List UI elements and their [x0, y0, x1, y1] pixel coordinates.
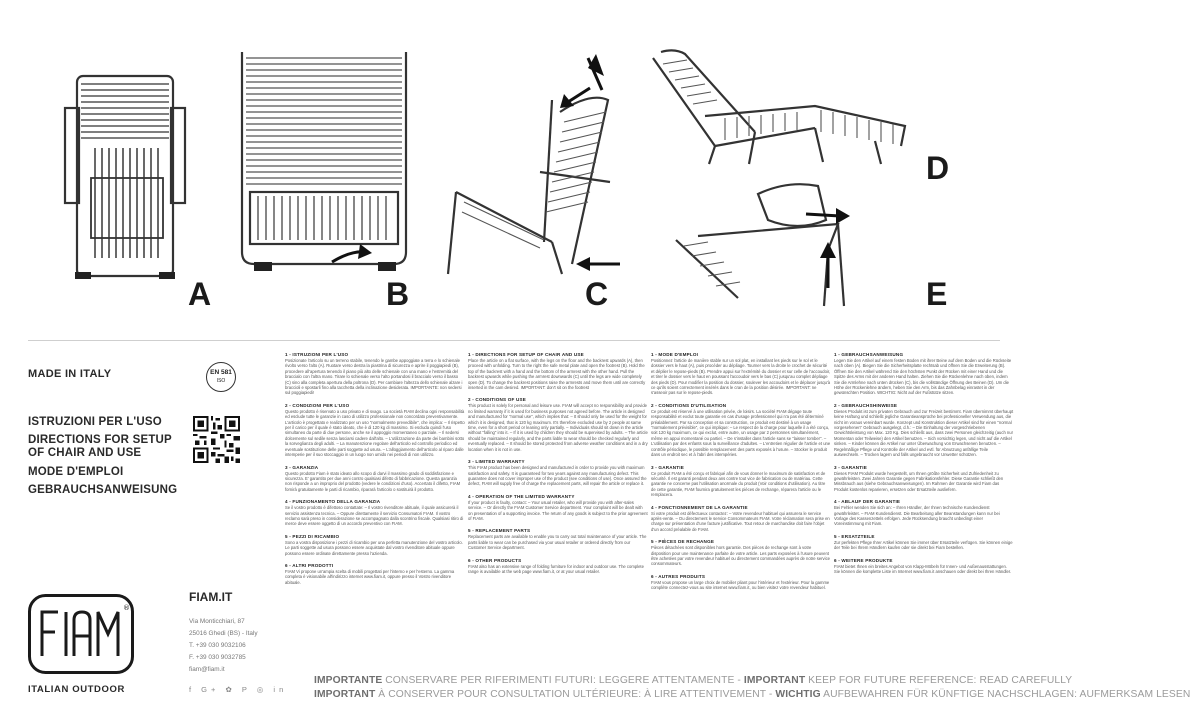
notice-it-keyword: IMPORTANTE — [314, 675, 383, 686]
section-heading: 4 - OPERATION OF THE LIMITED WARRANTY — [468, 493, 575, 499]
section-heading: 4 - FONCTIONNEMENT DE LA GARANTIE — [651, 504, 748, 510]
section-heading: 3 - GARANTIE — [834, 464, 868, 470]
section-heading: 5 - ERSATZTEILE — [834, 533, 875, 539]
section-body: Questo prodotto è riservato a uso privato e di svago. La società FIAM declina ogni responsabilità ed esclude tutte le garanzie in caso di utilizzo professionale non concordato preventivamente. L'articolo è progettato e realizzato per un uso "normalmente prevedibile", che implica: – Il rispetto per il carico per il quale è stato ideato, che è di 120 kg di massimo. Si escluda quindi l'uso simultaneo da parte di due persone, anche se il appoggio momentaneo o parziale. – Il sedersi dolcemente sul sedile senza lasciarsi cadere dall'alto. – L'utilizzazione da parte dei bambini sotto la sorveglianza degli adulti. – La manutenzione regolare dell'articolo ed controllo periodico ed eventuale sostituzione delle parti soggette ad usura. – L'alloggiamento dell'articolo al riparo dalle intemperie per il suo stoccaggio in un luogo non umido nei periodi di non utilizzo. — [285, 408, 465, 458]
notice-de-text: AUFBEWAHREN FÜR KÜNFTIGE NACHSCHLAGEN: AUFMERKSAM LESEN — [820, 689, 1190, 700]
section-body: FIAM also has an extensive range of folding furniture for indoor and outdoor use. The complete range is available at the web page www.fiam.it, or at your usual retailer. — [468, 563, 644, 574]
figure-label-d: D — [926, 150, 950, 186]
section-body: FIAM bietet Ihnen ein breites Angebot von Klapp-Möbeln für Innen- und Außenausstattungen. Sie können die komplette Liste im Internet www.fiam.it anschauen oder direkt bei Ihren Händler. — [834, 563, 1012, 574]
section-heading: 5 - PIÈCES DE RECHANGE — [651, 539, 715, 545]
section-heading: 3 - GARANTIE — [651, 464, 685, 470]
section-heading: 4 - ABLAUF DER GARANTIE — [834, 499, 901, 505]
section-body: Sono a vostra disposizione i pezzi di ricambio per una perfetta manutenzione del vostro articolo. Le parti soggette ad usura possono essere acquistate dal vostro rivenditore abituale oppure possono essere ordinate direttamente presso l'azienda. — [285, 539, 463, 556]
address-block — [189, 616, 258, 676]
section-body: FIAM vous propose un large choix de mobilier pliant pour l'intérieur et l'extérieur. Pour la gamme complète connectez-vous au site internet www.fiam.it, ou bien visitez votre revendeur habituel. — [651, 579, 830, 591]
en581-mark-text: EN 581 — [210, 369, 232, 376]
instruction-section — [285, 534, 465, 556]
instruction-section — [834, 465, 1014, 493]
en581-iso-text: ISO — [216, 378, 226, 384]
section-heading: 6 - WEITERE PRODUKTE — [834, 557, 893, 563]
instructions-german — [834, 352, 1014, 670]
lang-fr: MODE D'EMPLOI — [28, 466, 124, 478]
figure-b-chair-closeup — [232, 52, 417, 274]
section-heading: 2 - CONDIZIONI PER L'USO — [285, 402, 350, 408]
instruction-section — [651, 505, 831, 533]
section-body: Dieses Produkt ist zum privaten Gebrauch und zur Freizeit bestimmt. Fiam übernimmt überhaupt keine Haftung und schließt jegliche Garantieansprüche bei professioneller Verwendung aus, die nicht im voraus vereinbart wurde. Konzept und Konstruktion dieser Artikel sind für einen "normal vorgesehenen" Gebrauch ausgelegt, d.h.: – Die Einhaltung der vorgeschriebenen Gewichtsleistung von Max. 120 Kg. Dies schließt aus, dass zwei Personen gleichzeitig (auch nur Momentan oder Teilweise) den Artikel benutzen. – Sich vorsichtig legen, und nicht auf die Artikel sinken. – Kinder können die Artikel nur unter Überwachung von Erwachsenen benutzen. – Regelmäßige Pflege und Kontrolle der Artikel und evtl. für Abnutzung anfällige Teile auswechseln. – Trocken lagern und falls ungebraucht vor Unwetter schützen. — [834, 408, 1014, 458]
section-body: Replacement parts are available to enable you to carry out total maintenance of your article. The parts liable to wear can be purchased via your usual retailer or ordered directly from our Customer Service department. — [468, 534, 647, 551]
section-body: This product is solely for personal and leisure use. FIAM will accept no responsibility and provide no limited warranty if it is used for business purposes not agreed before. The article is designed and manufactured for "normal use", which implies that: – It should only be used for the weight for which it is designed, that is 120 kg maximum. It's therefore excluded use by 2 people at same time, even for a short period or leaning only partially. – Individuals should sit down in the article without "falling" into it. – If it is used by children they should be supervised by adults. – The article should be maintained regularly, and the parts liable to wear should be checked regularly and eventually replaced. – It should be stored protected from adverse weather conditions and in a dry location when it is not in use. — [468, 403, 648, 452]
website-link[interactable]: FIAM.IT — [189, 590, 233, 604]
fiam-logo — [28, 594, 134, 674]
section-body: Legen Sie den Artikel auf einem festen Boden mit ihrer Beine auf dem Boden und die Rückseite nach oben (A). Biegen Sie die Sicherheitsplatte rechtsab und öffnen Sie die Erweiterung (B). Öffnen Sie den Artikel während Sie den höchsten Punkt der Rücken mit einer Hand und die Spitze des Arms mit der anderen Hand halten. Ziehen Sie die Rückenlehne nach oben, indem Sie die Armlehne nach unten drücken (C), bis die vollständige Öffnung des Beinen (D). Um die Höhe der Rückenlehne ändern, heben Sie den Arm, bis das Zahnbelag einrastet in der gewünschten Position. WICHTIG: Nicht auf der Fußstütze sitzen. — [834, 358, 1012, 396]
important-notice — [314, 674, 1190, 702]
instruction-section — [285, 352, 465, 396]
figure-d-open-chair — [645, 46, 915, 166]
figure-label-c: C — [585, 276, 609, 312]
address-line: 25016 Ghedi (BS) - Italy — [189, 630, 258, 637]
instruction-section — [651, 403, 831, 458]
made-in-italy: MADE IN ITALY — [28, 368, 112, 380]
section-body: Se il vostro prodotto è difettoso contattate: – Il vostro rivenditore abituale, il quale assicurerà il servizio assistenza tecnica. – Oppure direttamente il servizio Consumatori FIAM. Il vostro reclamo sarà preso in considerazione se accompagnato dalla scontrino fiscale. Qualsiasi ritiro di merce deve essere oggetto di un accordo preventivo con FIAM. — [285, 505, 464, 527]
section-body: Pièces détachées sont disponibles hors garantie. Des pièces de rechange sont à votre disposition pour une maintenance parfaite de votre article. Les parts exposées à l'usure peuvent être achetées par votre revendeur habituel ou directement commandées auprès de notre service consommateurs. — [651, 545, 831, 567]
section-body: FIAM Vi propone un'ampia scelta di mobili progettati per l'interno e per l'esterno. La gamma completa è visionabile all'indirizzo internet www.fiam.it, oppure presso il Vostro rivenditore abituale. — [285, 568, 455, 585]
section-heading: 2 - GEBRAUCHSHINWEISE — [834, 402, 898, 408]
notice-en-keyword: IMPORTANT — [743, 675, 806, 686]
instruction-section — [468, 459, 648, 487]
notice-line-2 — [314, 688, 1190, 702]
address-line: Via Monticchiari, 87 — [189, 618, 245, 625]
instruction-section — [285, 465, 465, 493]
instructions-french — [651, 352, 831, 670]
section-body: Ce produit est réservé à une utilisation privée, de loisirs. La société FIAM dégage toute responsabilité et exclut toute garantie en cas d'usage professionnel qui n'a pas été déterminé préalablement. Par sa conception et sa construction, ce produit est destiné à un usage "normalement prévisible", ce qui implique: – Le respect de la charge pour laquelle il a été conçu, soit 120 kg maximum, ce qui exclut, entre autre, un usage par 2 personnes simultanément, même en appui momentané ou partiel. – De s'installer dans l'article sans se "laisser tomber". – L'utilisation par des enfants sous la surveillance d'adultes. – L'entretien régulier de l'article et une contrôle périodique, le possible remplacement des parts exposés à l'usure. – Stocker le produit dans un endroit sec et à l'abri des intempéries. — [651, 408, 831, 458]
section-body: Positionnez l'article de manière stable sur un sol plat, en installant les pieds sur le sol et le dossier vers le haut (A), puis procéder au dépliage. Tourner vers la droite le crochet de sécurité et déplier le repose-pieds (B). Prendre appui sur l'extrémité du dossier et sur celle de l'accoudoir, et tirer le dossier vers le haut en poussant l'accoudoir vers le bas (C) jusqu'au complet dépliage des pieds (D). Pour modifier la position du dossier, soulever les accoudoirs et le déplacer jusqu'à ce qu'ils soient correctement insérés dans le cran de la position désirée. IMPORTANT: ne s'asseoir pas sur le repose-pieds. — [651, 358, 831, 396]
figure-label-a: A — [188, 276, 212, 312]
section-body: Si votre produit est défectueux contactez: – Votre revendeur habituel qui assurera le service après-vente. – Ou directement le service Consommateurs FIAM. Votre réclamation sera prise en charge sur présentation d'une facture justificative. Tout retour de marchandise doit faire l'objet d'un accord préalable de FIAM. — [651, 510, 830, 532]
section-body: If your product is faulty, contact: – Your usual retailer, who will provide you with after-sales service. – Or directly the FIAM Customer Service department. Your complaint will be dealt with on presentation of a supporting invoice. The return of any goods is subject to the prior agreement of FIAM. — [468, 499, 648, 521]
figure-c-unfolding — [440, 52, 640, 282]
section-heading: 6 - ALTRI PRODOTTI — [285, 562, 334, 568]
lang-en-1: DIRECTIONS FOR SETUP — [28, 434, 172, 446]
instruction-section — [285, 403, 465, 458]
instruction-section — [834, 534, 1014, 551]
divider — [28, 340, 1000, 341]
section-body: Questo prodotto Fiam è stato ideato allo scopo di darvi il massimo grado di soddisfazione e sicurezza. E' garantito per due anni contro qualsiasi difetto di fabbricazione. Questa garanzia non risponde a un improprio del prodotto (vedere le condizioni d'uso). Accertato il difetto, FIAM fornirà gratuitamente le parti di ricambio, ripararà l'articolo o sostituirà il prodotto. — [285, 470, 461, 492]
instruction-section — [651, 465, 831, 498]
instruction-section — [468, 494, 648, 522]
figure-label-b: B — [386, 276, 410, 312]
email-link[interactable]: fiam@fiam.it — [189, 666, 225, 673]
instruction-section — [834, 352, 1014, 396]
instruction-section — [468, 528, 648, 550]
section-heading: 1 - GEBRAUCHSANWEISUNG — [834, 352, 904, 357]
brand-panel — [28, 368, 276, 496]
section-body: Bei Fehler wenden Sie sich an: – Ihren Händler, der Ihnen technische Kundendienst gewährleistet. – FIAM Kundendienst. Die Bearbeitung aller Beanstandungen kann nur bei Vorlage des Kassenzettels erfolgen. Jede Rücksendung braucht unbedingt einer Voreinstimmung mit Fiam. — [834, 505, 1000, 527]
notice-de-keyword: WICHTIG — [775, 689, 821, 700]
instruction-section — [468, 352, 648, 390]
section-heading: 6 - OTHER PRODUCTS — [468, 557, 522, 563]
figure-e-adjust-backrest — [668, 180, 908, 310]
section-body: Posizionate l'articolo su un terreno stabile, tenendo le gambe appoggiate a terra e lo schienale rivolto verso l'alto (A). Ruotare verso destra la piastrina di sicurezza e aprire il poggiapiedi (B), procedere all'apertura tenendo il piano più alto delle schienale con una mano e l'estremità del braccialo con l'altra mano. Tirare lo schienale verso l'alto portandosi il braccialo verso il basso (C) sino alla completa apertura della poltrona (D). Per cambiare l'altezza dello schienale alzare i braccioli e spostarli fino alla tacchetta della inclinazione desiderata. IMPORTANTE: non sedersi sul poggiapiedi! — [285, 358, 463, 396]
section-heading: 3 - LIMITED WARRANTY — [468, 459, 525, 465]
notice-line-1 — [314, 674, 1073, 688]
instruction-section — [834, 403, 1014, 458]
instructions-italian — [285, 352, 465, 670]
illustrations — [0, 0, 1030, 330]
notice-en-text: KEEP FOR FUTURE REFERENCE: READ CAREFULLY — [805, 675, 1073, 686]
section-body: This FIAM product has been designed and manufactured in order to provide you with maximum satisfaction and safety. It is guaranteed for two years against any manufacturing defect. This guarantee does not cover improper use of the product (see conditions of use). Once assured the defect, FIAM will supply free of charge the replacement parts, will repair the article or replace it. — [468, 465, 647, 487]
instruction-section — [285, 563, 465, 585]
qr-code-icon[interactable] — [193, 416, 240, 463]
section-body: Ce produit FIAM a été conçu et fabriqué afin de vous donner le maximum de satisfaction et de sécurité. Il est garanti pendant deux ans contre tout vice de fabrication ou de matériau. Cette garantie ne concerne pas l'utilisation anormale du produit (Voir conditions d'utilisation). Au titre de cette garantie, FIAM fournira gratuitement les pièces de rechange, réparera l'article ou le remplacera. — [651, 470, 826, 498]
instruction-section — [834, 499, 1014, 527]
instruction-section — [834, 558, 1014, 575]
section-heading: 1 - DIRECTIONS FOR SETUP OF CHAIR AND USE — [468, 352, 584, 357]
notice-fr-text: À CONSERVER POUR CONSULTATION ULTÉRIEURE: À LIRE ATTENTIVEMENT - — [375, 689, 776, 700]
tagline: ITALIAN OUTDOOR — [28, 684, 125, 695]
instruction-section — [468, 397, 648, 452]
instruction-section — [468, 558, 648, 575]
section-body: Dieses FIAM Produkt wurde hergestellt, um Ihnen größte Sicherheit und Zufriedenheit zu gewährleisten. Zwei Jahren Garantie gegen Fabrikationsfehler. Diese Garantie schließt den Missbrauch aus (siehe Gebrauchsanweisungen). Im Rahmen der Garantie wird Fiam das Produkt kostenlos reparieren, ersetzen oder Ersatzteile ausliefern. — [834, 470, 1004, 492]
notice-it-text: CONSERVARE PER RIFERIMENTI FUTURI: LEGGERE ATTENTAMENTE - — [382, 675, 744, 686]
section-heading: 2 - CONDITIONS D'UTILISATION — [651, 402, 727, 408]
svg-text:®: ® — [123, 604, 130, 612]
fax-line: F. +39 030 9032785 — [189, 654, 246, 661]
section-body: Zur perfekten Pflege Ihrer Artikel können Sie immer über Ersatzteile verfügen. Sie können einige der Teile bei Ihrem Händlern kaufen oder sie direkt bei Fiam bestellen. — [834, 539, 1013, 551]
social-icons[interactable]: f G+ ✿ P ◎ in — [189, 685, 288, 694]
instruction-section — [651, 574, 831, 591]
section-heading: 3 - GARANZIA — [285, 464, 319, 470]
instructions-english — [468, 352, 648, 670]
section-heading: 1 - MODE D'EMPLOI — [651, 352, 699, 357]
section-heading: 4 - FUNZIONAMENTO DELLA GARANZIA — [285, 499, 381, 505]
lang-it: ISTRUZIONI PER L'USO — [28, 416, 162, 428]
section-heading: 6 - AUTRES PRODUITS — [651, 573, 706, 579]
en581-mark — [206, 362, 236, 392]
section-body: Place the article on a flat surface, with the legs on the floor and the backrest upwards (A), then proceed with unfolding. Turn to the right the safe metal plate and open the footrest (B). Hold the top of the backrest with a hand and the bottom of the armrest with the other hand. Pull the backrest upwards while pushing the armrest downwards (C) until the legs are wide completely open (D). To change the backrest positions raise the armrests and move them until are correctly inserted in the cam desired. IMPORTANT: don't sit on the footrest — [468, 358, 646, 391]
instruction-section — [651, 352, 831, 396]
figure-label-e: E — [926, 276, 948, 312]
lang-en-2: OF CHAIR AND USE — [28, 447, 142, 459]
figure-a-folded-chair — [55, 68, 195, 283]
instruction-section — [285, 499, 465, 527]
section-heading: 2 - CONDITIONS OF USE — [468, 397, 527, 403]
section-heading: 5 - PEZZI DI RICAMBIO — [285, 533, 340, 539]
phone-line: T. +39 030 9032106 — [189, 642, 246, 649]
notice-fr-keyword: IMPORTANT — [314, 689, 376, 700]
section-heading: 5 - REPLACEMENT PARTS — [468, 528, 531, 534]
lang-de: GEBRAUCHSANWEISUNG — [28, 484, 178, 496]
section-heading: 1 - ISTRUZIONI PER L'USO — [285, 352, 349, 357]
instruction-section — [651, 539, 831, 567]
